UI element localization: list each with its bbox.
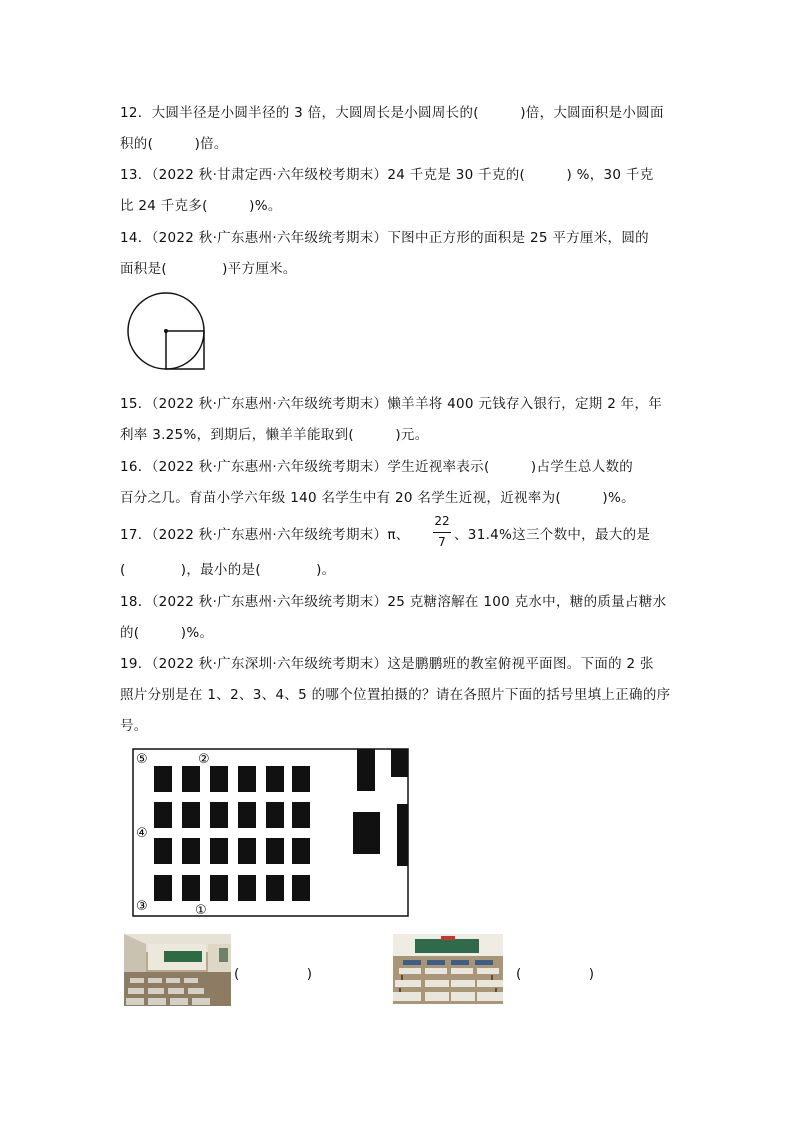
classroom-photo-2 <box>393 934 503 1004</box>
desk <box>292 766 310 792</box>
circle-square-figure <box>124 292 210 372</box>
desk <box>182 802 200 828</box>
desk <box>266 875 284 901</box>
q17-line1b: 、31.4%这三个数中，最大的是 <box>454 527 651 543</box>
q19-line3: 号。 <box>120 718 148 734</box>
q15-line2: 利率 3.25%，到期后，懒羊羊能取到( )元。 <box>120 427 429 443</box>
q12-line2: 积的( )倍。 <box>120 136 228 152</box>
desk <box>238 802 256 828</box>
q13-line2: 比 24 千克多( )%。 <box>120 198 282 214</box>
desk <box>238 875 256 901</box>
blackboard <box>397 804 408 866</box>
q14-line1: 14．（2022 秋·广东惠州·六年级统考期末）下图中正方形的面积是 25 平方厘米，圆的 <box>120 230 649 246</box>
q14-line2: 面积是( )平方厘米。 <box>120 261 297 277</box>
photo-2-answer-paren[interactable]: ( ) <box>516 966 595 982</box>
q17-frac-denominator: 7 <box>438 535 446 549</box>
desk <box>292 802 310 828</box>
q19-line1: 19．（2022 秋·广东深圳·六年级统考期末）这是鹏鹏班的教室俯视平面图。下面的 2 张 <box>120 656 654 672</box>
desk <box>154 875 172 901</box>
desk <box>182 875 200 901</box>
desk <box>238 766 256 792</box>
desk <box>210 875 228 901</box>
q16-line1: 16．（2022 秋·广东惠州·六年级统考期末）学生近视率表示( )占学生总人数的 <box>120 459 634 475</box>
position-2-label: ② <box>198 752 210 767</box>
cabinet <box>357 749 375 791</box>
position-4-label: ④ <box>136 826 148 841</box>
desk <box>154 802 172 828</box>
classroom-photo-1 <box>124 934 231 1006</box>
desk <box>154 838 172 864</box>
desk <box>210 766 228 792</box>
desk <box>210 802 228 828</box>
desk <box>292 838 310 864</box>
desk <box>292 875 310 901</box>
q18-line1: 18．（2022 秋·广东惠州·六年级统考期末）25 克糖溶解在 100 克水中，糖的质量占糖水 <box>120 594 667 610</box>
position-5-label: ⑤ <box>136 752 148 767</box>
position-3-label: ③ <box>136 899 148 914</box>
q16-line2: 百分之几。育苗小学六年级 140 名学生中有 20 名学生近视，近视率为( )%。 <box>120 490 635 506</box>
photo-1-answer-paren[interactable]: ( ) <box>234 966 313 982</box>
q17-line2: ( )，最小的是( )。 <box>120 562 336 578</box>
desk <box>182 838 200 864</box>
classroom-plan <box>130 746 412 920</box>
q17-frac-bar <box>433 532 451 533</box>
podium <box>353 812 380 854</box>
desk <box>210 838 228 864</box>
position-1-label: ① <box>195 903 207 918</box>
center-dot <box>164 329 168 333</box>
desk <box>154 766 172 792</box>
q17-line1a: 17．（2022 秋·广东惠州·六年级统考期末）π、 <box>120 527 410 543</box>
desk <box>266 802 284 828</box>
q18-line2: 的( )%。 <box>120 625 214 641</box>
desk <box>266 838 284 864</box>
desk <box>182 766 200 792</box>
q15-line1: 15．（2022 秋·广东惠州·六年级统考期末）懒羊羊将 400 元钱存入银行，定期 2 年，年 <box>120 396 663 412</box>
desk <box>238 838 256 864</box>
q12-line1: 12．大圆半径是小圆半径的 3 倍，大圆周长是小圆周长的( )倍，大圆面积是小圆面 <box>120 105 664 121</box>
q13-line1: 13．（2022 秋·甘肃定西·六年级校考期末）24 千克是 30 千克的( ) %，30 千克 <box>120 167 654 183</box>
door <box>391 749 408 777</box>
desk <box>266 766 284 792</box>
q19-line2: 照片分别是在 1、2、3、4、5 的哪个位置拍摄的？请在各照片下面的括号里填上正确的序 <box>120 687 671 703</box>
q17-frac-numerator: 22 <box>434 514 450 528</box>
